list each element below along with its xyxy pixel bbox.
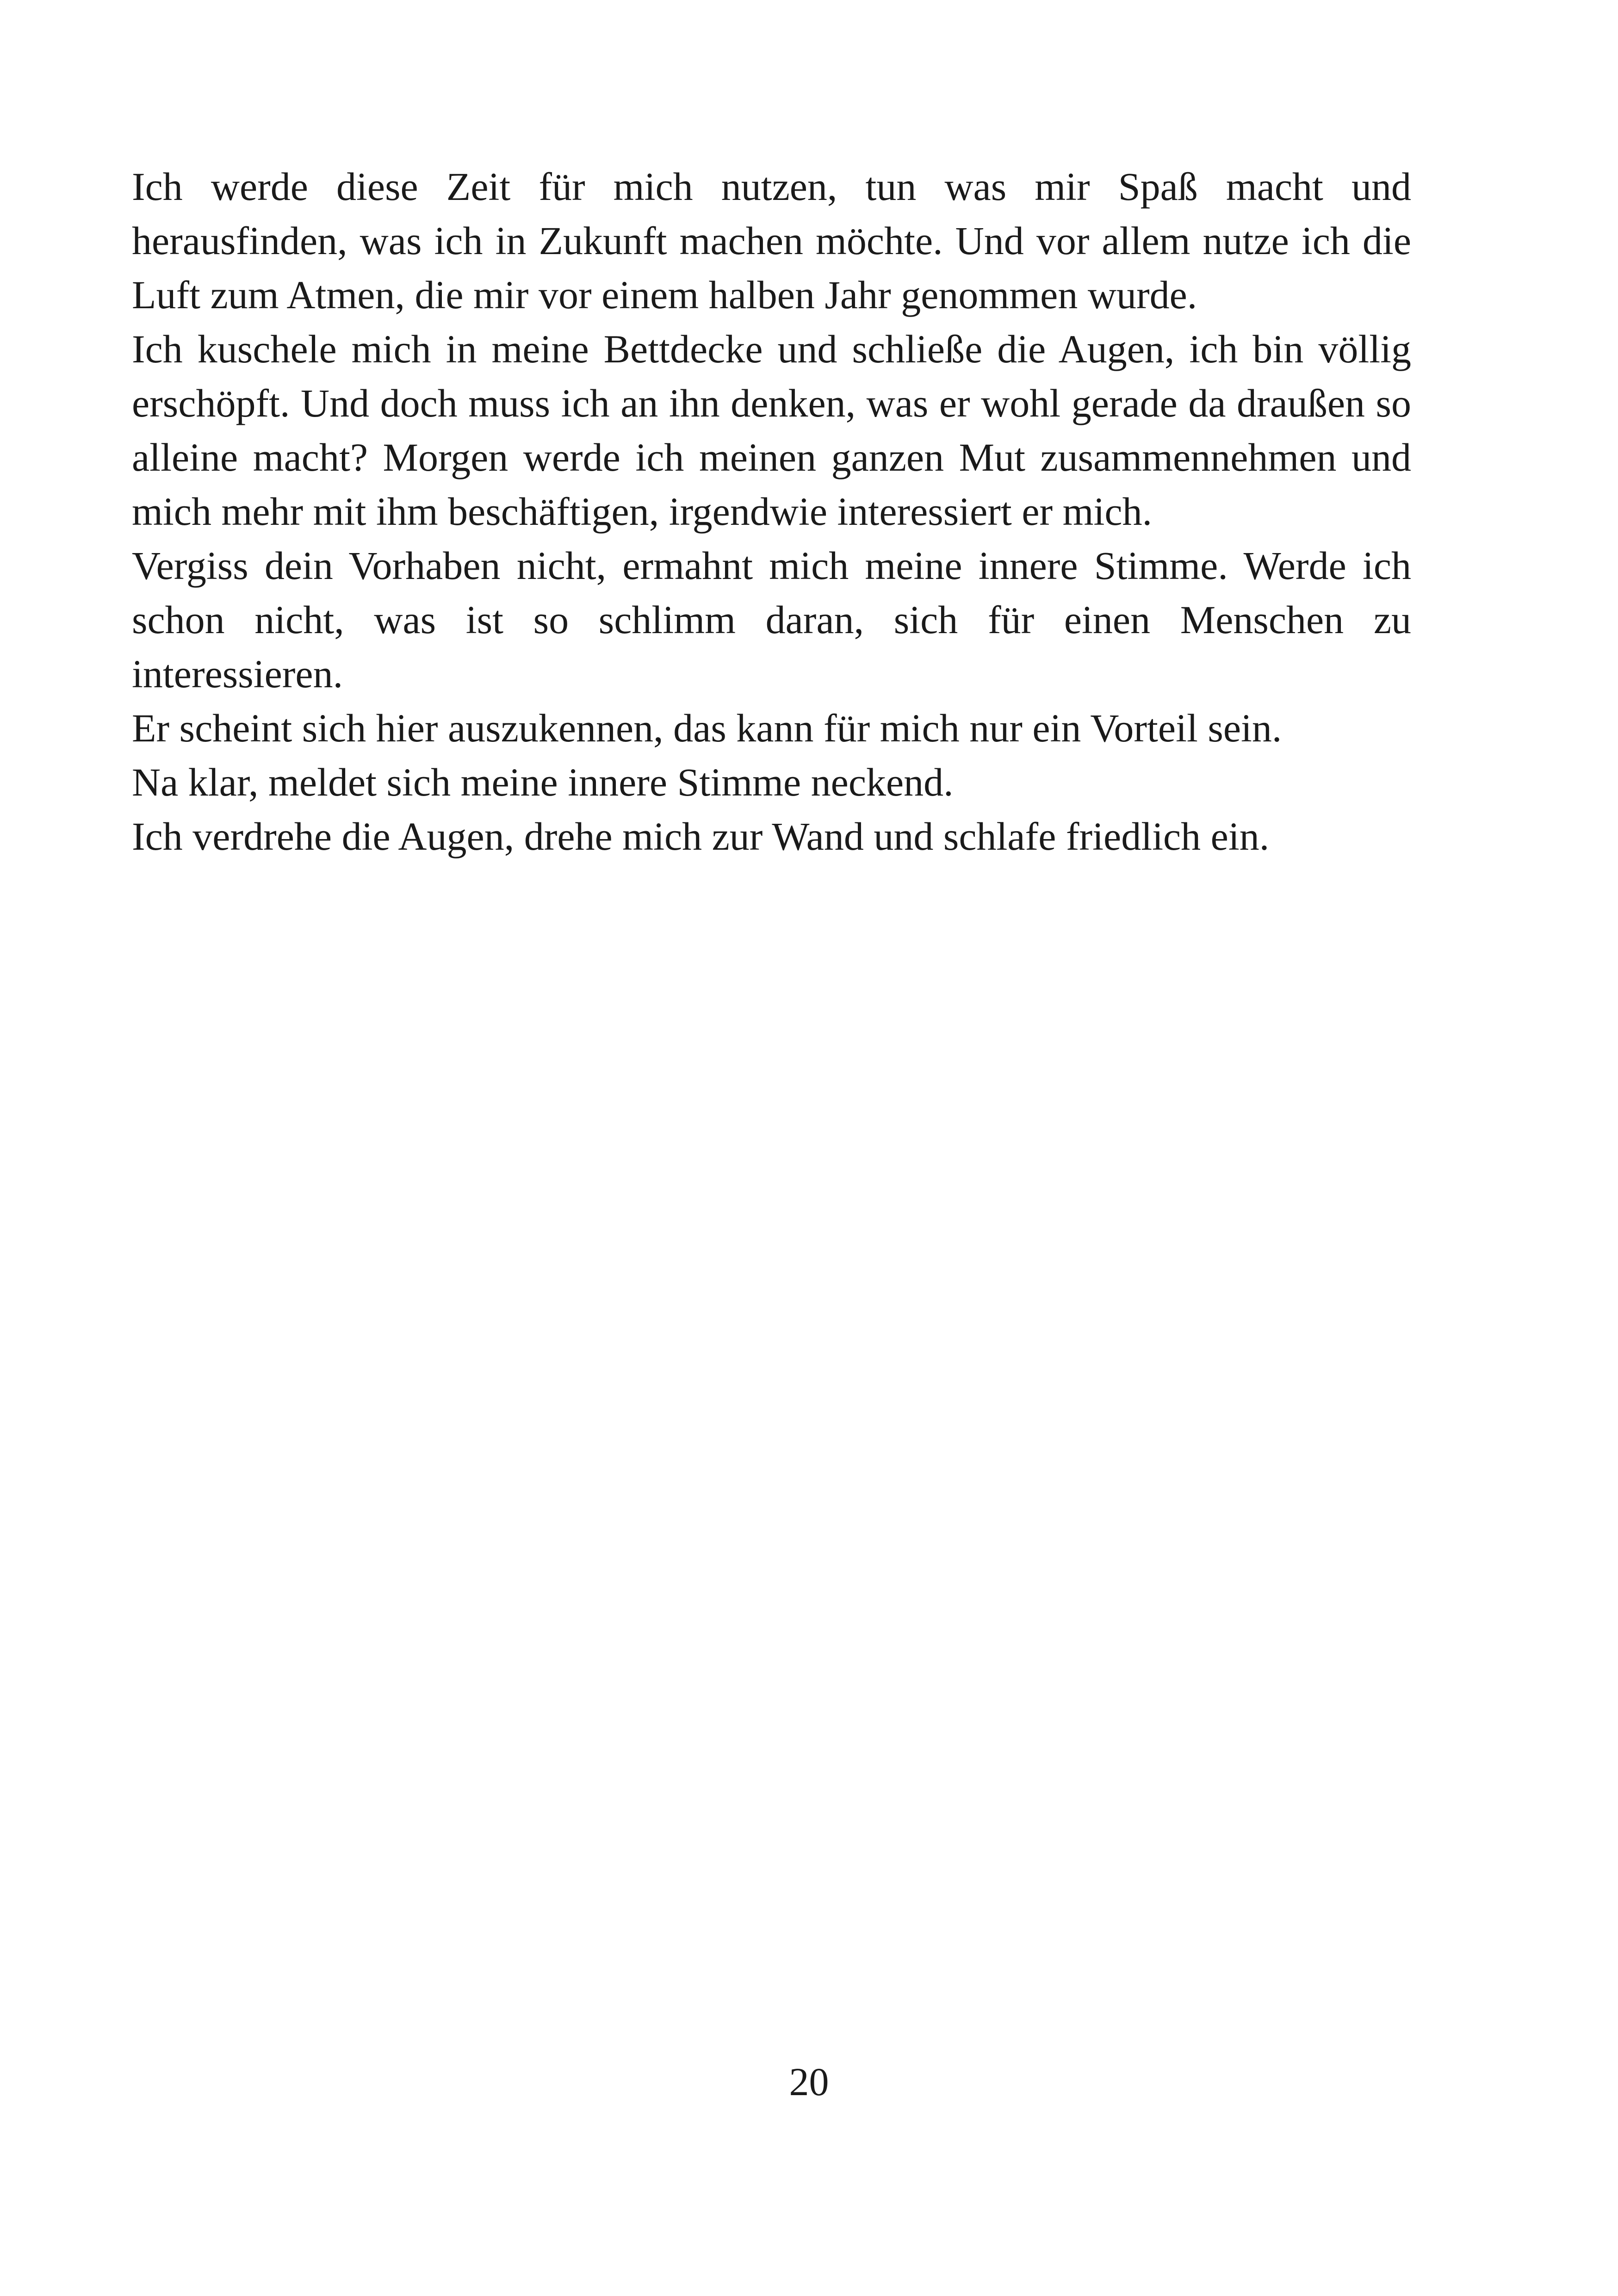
paragraph-2: Ich kuschele mich in meine Bettdecke und schließe die Augen, ich bin völlig erschöpft. Und doch muss ich an ihn denken, was er wohl gerade da draußen so alleine macht? Morgen werde ich meinen ganzen Mut zusammennehmen und mich mehr mit ihm beschäftigen, irgendwie interessiert er mich.: [132, 327, 1411, 534]
paragraph-5: Na klar, meldet sich meine innere Stimme neckend.: [132, 760, 954, 804]
body-text: [132, 160, 1411, 864]
paragraph-6: Ich verdrehe die Augen, drehe mich zur Wand und schlafe friedlich ein.: [132, 814, 1270, 859]
paragraph-4: Er scheint sich hier auszukennen, das kann für mich nur ein Vorteil sein.: [132, 706, 1282, 750]
paragraph-1: Ich werde diese Zeit für mich nutzen, tun was mir Spaß macht und herausfinden, was ich in Zukunft machen möchte. Und vor allem nutze ich die Luft zum Atmen, die mir vor einem halben Jahr genommen wurde.: [132, 164, 1411, 317]
paragraph-3: Vergiss dein Vorhaben nicht, ermahnt mich meine innere Stimme. Werde ich schon nicht, was ist so schlimm daran, sich für einen Menschen zu interessieren.: [132, 543, 1411, 696]
page-number: 20: [789, 2060, 829, 2104]
